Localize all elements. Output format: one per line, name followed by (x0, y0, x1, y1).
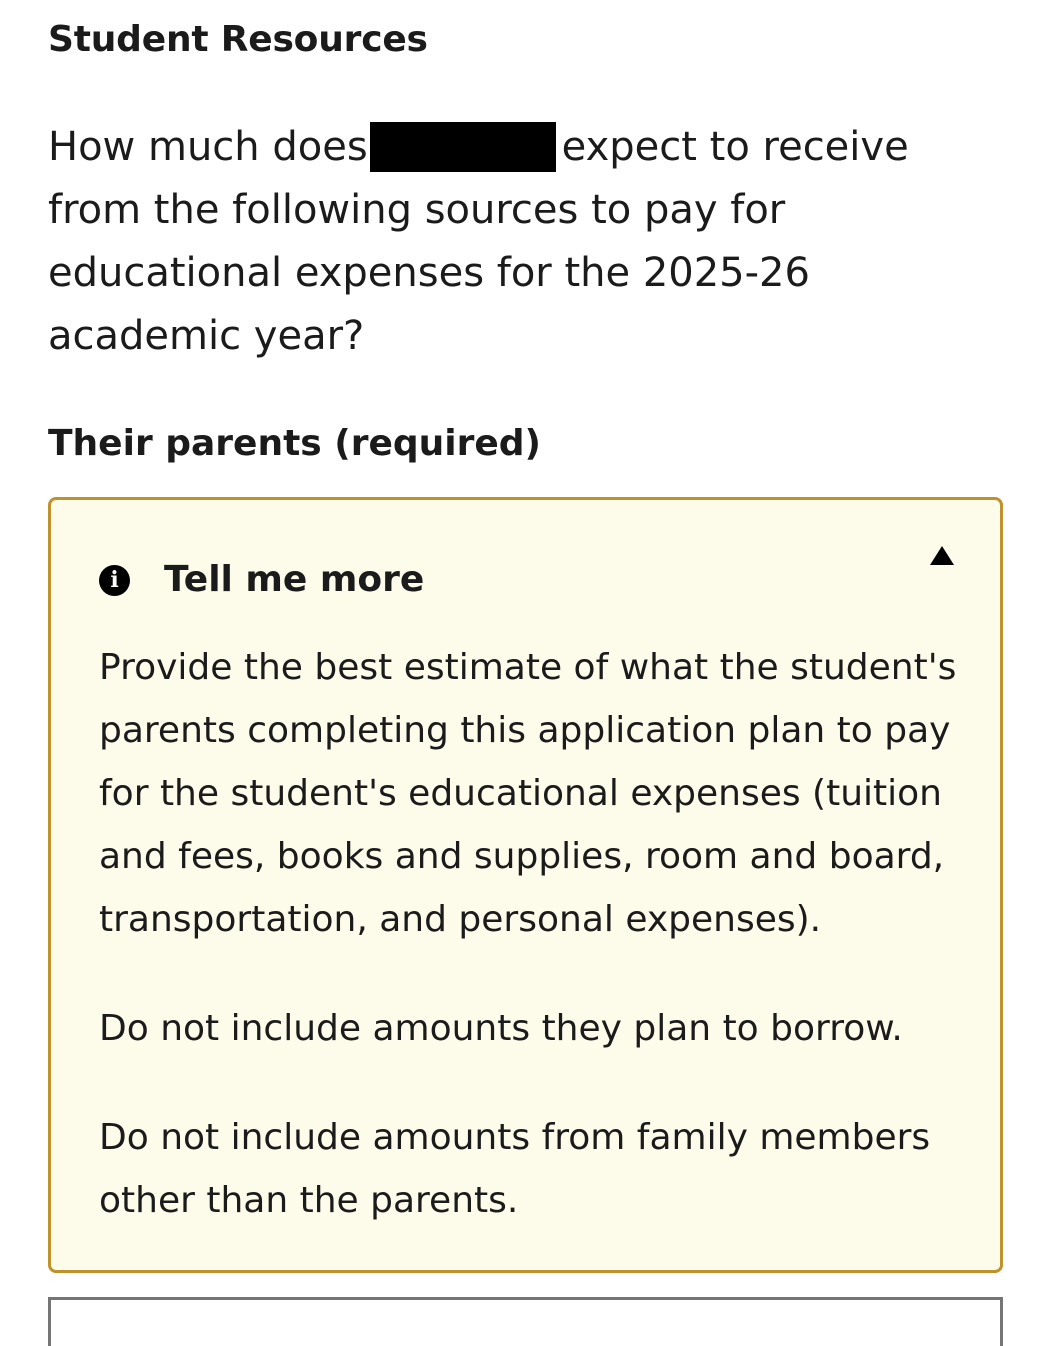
details-paragraph: Do not include amounts they plan to borrow. (99, 1008, 903, 1049)
question-text (48, 116, 1003, 368)
tell-me-more-toggle[interactable] (99, 556, 424, 604)
tell-me-more-label: Tell me more (164, 559, 425, 600)
section-title: Student Resources (48, 19, 428, 60)
details-paragraph: Do not include amounts from family members other than the parents. (99, 1117, 931, 1221)
question-prefix: How much does (48, 124, 368, 170)
details-paragraph: Provide the best estimate of what the student's parents completing this application plan to pay for the student's educational expenses (tuition and fees, books and supplies, room and board, transportation, and personal expenses). (99, 647, 957, 940)
tell-me-more-panel (48, 497, 1003, 1273)
redacted-name (370, 122, 556, 172)
info-icon: i (99, 565, 130, 596)
tell-me-more-content (99, 636, 969, 1278)
parents-field-label: Their parents (required) (48, 423, 542, 464)
question-suffix: expect to receive from the following sources to pay for educational expenses for the 2025-26 academic year? (48, 124, 909, 359)
parents-amount-input[interactable] (48, 1297, 1003, 1346)
triangle-up-icon[interactable] (930, 546, 954, 565)
